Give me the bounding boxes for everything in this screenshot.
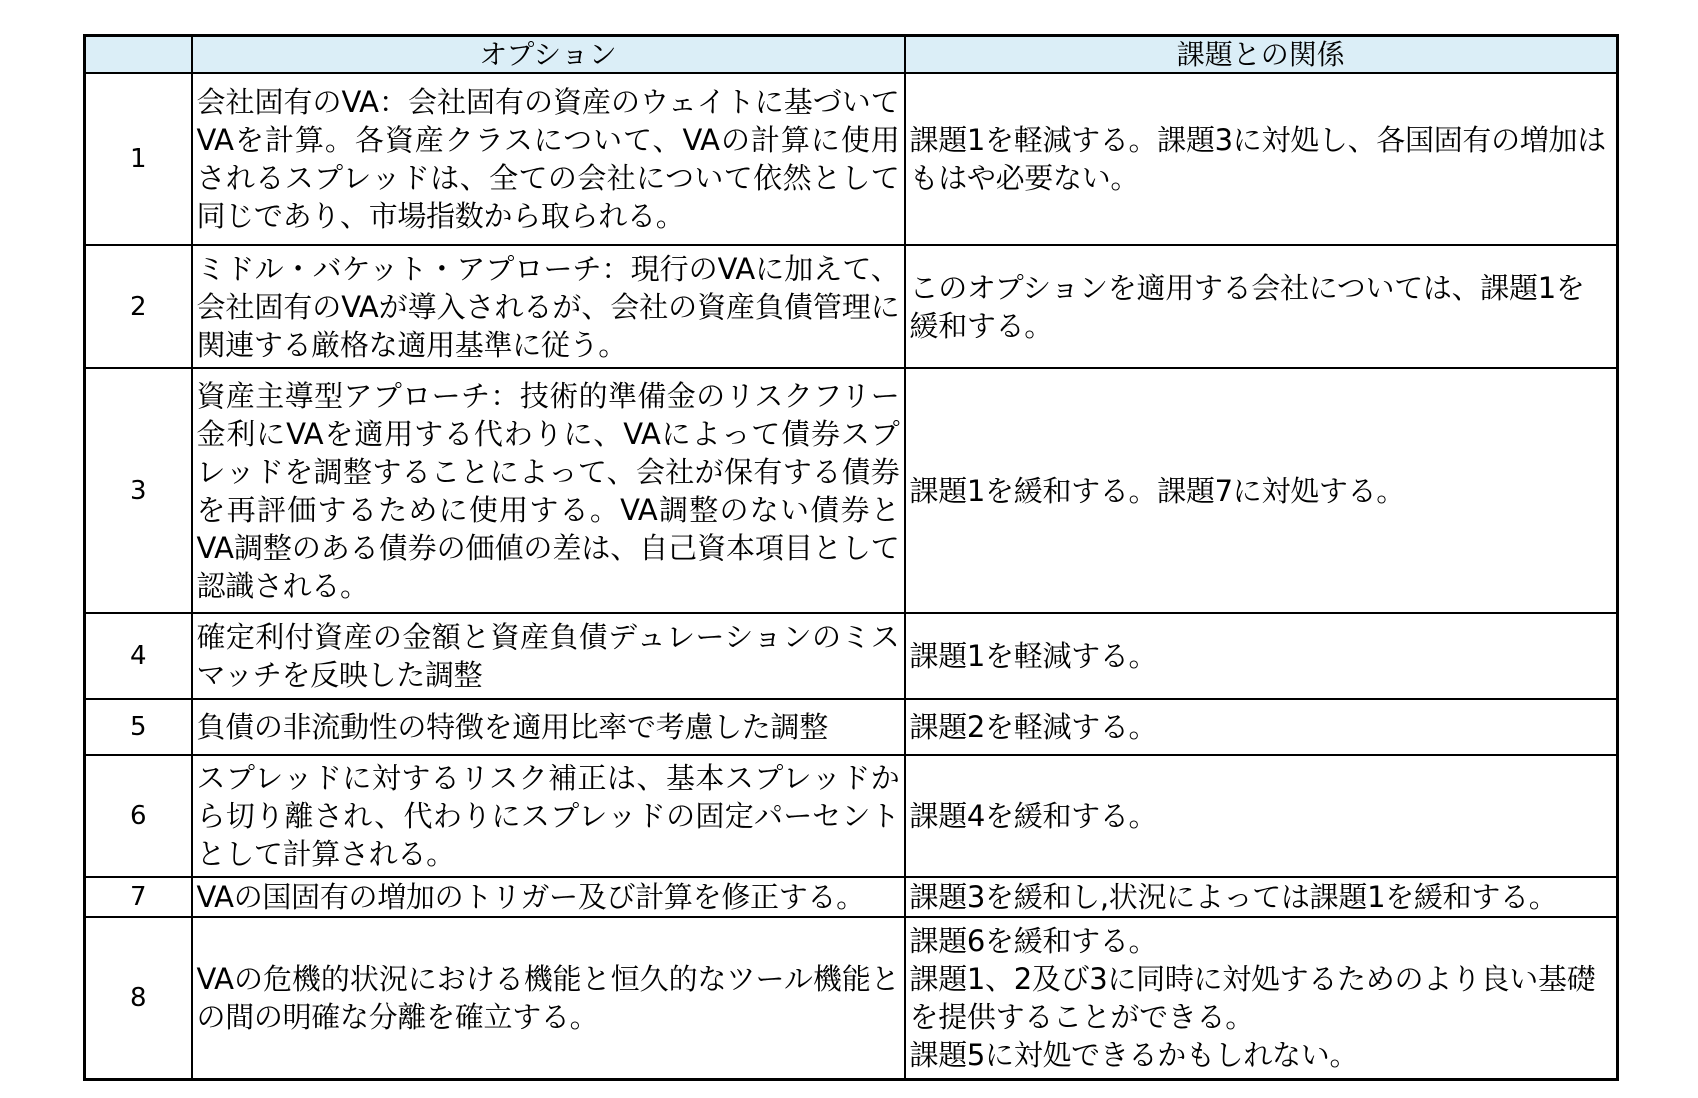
relation-line: 課題4を緩和する。 — [909, 799, 1158, 833]
table-row — [85, 699, 1618, 755]
row-number: 8 — [85, 917, 192, 1079]
table-row — [85, 73, 1618, 245]
table-row — [85, 755, 1618, 877]
option-cell: ミドル・バケット・アプローチ：現行のVAに加えて、会社固有のVAが導入されるが、会社の資産負債管理に関連する厳格な適用基準に従う。 — [192, 245, 905, 368]
row-number: 3 — [85, 368, 192, 613]
relation-cell — [905, 699, 1618, 755]
option-cell: 確定利付資産の金額と資産負債デュレーションのミスマッチを反映した調整 — [192, 613, 905, 699]
table-row — [85, 613, 1618, 699]
row-number: 7 — [85, 877, 192, 917]
relation-line: 課題2を軽減する。 — [909, 710, 1158, 744]
option-cell: スプレッドに対するリスク補正は、基本スプレッドから切り離され、代わりにスプレッドの固定パーセントとして計算される。 — [192, 755, 905, 877]
relation-cell — [905, 917, 1618, 1079]
table-row — [85, 877, 1618, 917]
table-row — [85, 917, 1618, 1079]
relation-cell — [905, 877, 1618, 917]
option-cell: 負債の非流動性の特徴を適用比率で考慮した調整 — [192, 699, 905, 755]
header-number — [85, 36, 192, 74]
option-cell: 会社固有のVA：会社固有の資産のウェイトに基づいてVAを計算。各資産クラスについて、VAの計算に使用されるスプレッドは、全ての会社について依然として同じであり、市場指数から取られる。 — [192, 73, 905, 245]
header-relation: 課題との関係 — [905, 36, 1618, 74]
row-number: 5 — [85, 699, 192, 755]
relation-line: 課題1を緩和する。課題7に対処する。 — [909, 473, 1406, 508]
header-row — [85, 36, 1618, 74]
relation-cell — [905, 755, 1618, 877]
relation-cell — [905, 73, 1618, 245]
relation-line: 課題1を軽減する。課題3に対処し、各国固有の増加はもはや必要ない。 — [909, 123, 1606, 195]
row-number: 1 — [85, 73, 192, 245]
option-cell: 資産主導型アプローチ：技術的準備金のリスクフリー金利にVAを適用する代わりに、VAによって債券スプレッドを調整することによって、会社が保有する債券を再評価するために使用する。VA調整のない債券とVA調整のある債券の価値の差は、自己資本項目として認識される。 — [192, 368, 905, 613]
header-option: オプション — [192, 36, 905, 74]
relation-line: 課題1、2及び3に同時に対処するためのより良い基礎を提供することができる。 — [909, 961, 1596, 1034]
row-number: 2 — [85, 245, 192, 368]
relation-line: 課題3を緩和し,状況によっては課題1を緩和する。 — [909, 880, 1558, 914]
relation-cell — [905, 245, 1618, 368]
relation-cell — [905, 368, 1618, 613]
row-number: 6 — [85, 755, 192, 877]
table-row — [85, 245, 1618, 368]
row-number: 4 — [85, 613, 192, 699]
relation-line: このオプションを適用する会社については、課題1を緩和する。 — [909, 270, 1585, 343]
relation-line: 課題5に対処できるかもしれない。 — [909, 1037, 1359, 1072]
option-cell: VAの危機的状況における機能と恒久的なツール機能との間の明確な分離を確立する。 — [192, 917, 905, 1079]
option-cell: VAの国固有の増加のトリガー及び計算を修正する。 — [192, 877, 905, 917]
relation-line: 課題6を緩和する。 — [909, 923, 1158, 958]
table-row — [85, 368, 1618, 613]
relation-cell — [905, 613, 1618, 699]
relation-line: 課題1を軽減する。 — [909, 639, 1158, 673]
options-table — [83, 34, 1619, 1081]
